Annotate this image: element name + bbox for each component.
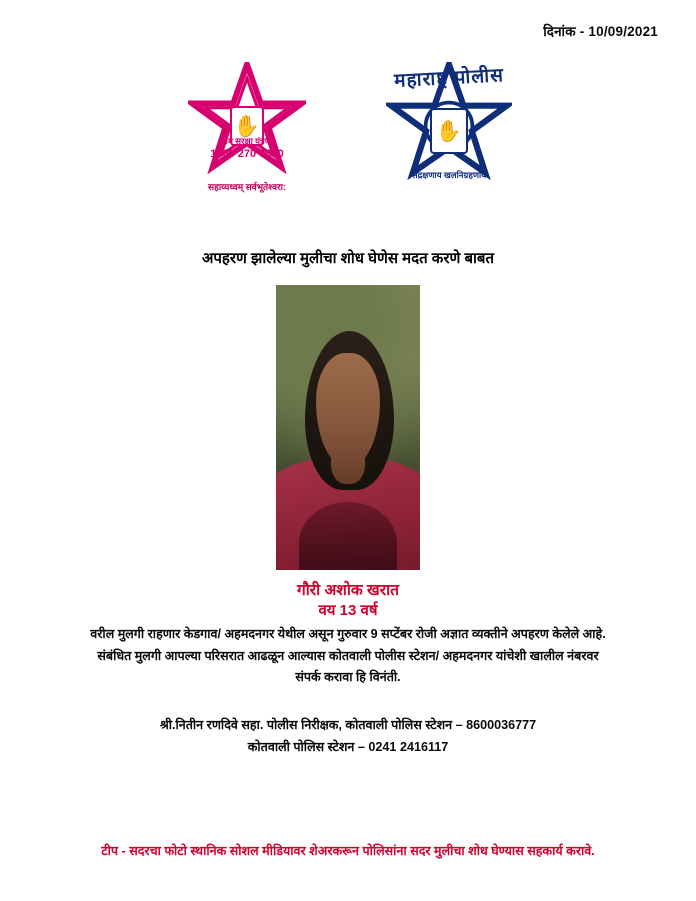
gram-suraksha-logo <box>167 62 327 202</box>
victim-age: वय 13 वर्ष <box>318 602 378 619</box>
police-hand-icon: ✋ <box>430 108 468 154</box>
police-top-text: महाराष्ट्र पोलीस <box>393 65 505 92</box>
contact-line: श्री.नितीन रणदिवे सहा. पोलीस निरीक्षक, कोतवाली पोलिस स्टेशन – 8600036777 <box>159 718 537 732</box>
gram-star-wrap <box>184 62 310 192</box>
contact-block <box>0 714 696 758</box>
body-line: संपर्क करावा हि विनंती. <box>295 670 401 685</box>
page-title: अपहरण झालेल्या मुलीचा शोध घेणेस मदत करणे बाबत <box>201 250 495 267</box>
body-line: वरील मुलगी राहणार केडगाव/ अहमदनगर येथील असून गुरुवार 9 सप्टेंबर रोजी अज्ञात व्यक्तीने अपहरण केलेले आहे. <box>90 627 606 641</box>
gram-hand-icon: ✋ <box>230 106 264 146</box>
body-line: संबंधित मुलगी आपल्या परिसरात आढळून आल्यास कोतवाली पोलीस स्टेशन/ अहमदनगर यांचेशी खालील नंबरवर <box>97 648 599 663</box>
photo-neck <box>331 445 366 485</box>
police-bottom-text: सद्रक्षणाय खलनिग्रहणाय <box>411 170 487 180</box>
body-paragraph <box>40 624 656 689</box>
victim-name: गौरी अशोक खरात <box>297 582 399 599</box>
footer-note: टीप - सदरचा फोटो स्थानिक सोशल मीडियावर शेअरकरून पोलिसांना सदर मुलीचा शोध घेण्यास सहकार्य करावे. <box>101 844 595 858</box>
gram-caption-line1: ग्राम सुरक्षा यंत्रणा <box>220 136 274 146</box>
gram-caption-line2: 1800 270 3600 <box>210 148 284 160</box>
police-star-wrap <box>386 62 512 182</box>
gram-motto: सहाय्यध्वम् सर्वभूतेश्वरा: <box>207 182 287 192</box>
date-label: दिनांक - 10/09/2021 <box>543 24 658 39</box>
logo-row <box>0 62 696 207</box>
victim-photo <box>276 285 420 570</box>
maharashtra-police-logo <box>369 62 529 202</box>
contact-line: कोतवाली पोलिस स्टेशन – 0241 2416117 <box>247 740 449 755</box>
